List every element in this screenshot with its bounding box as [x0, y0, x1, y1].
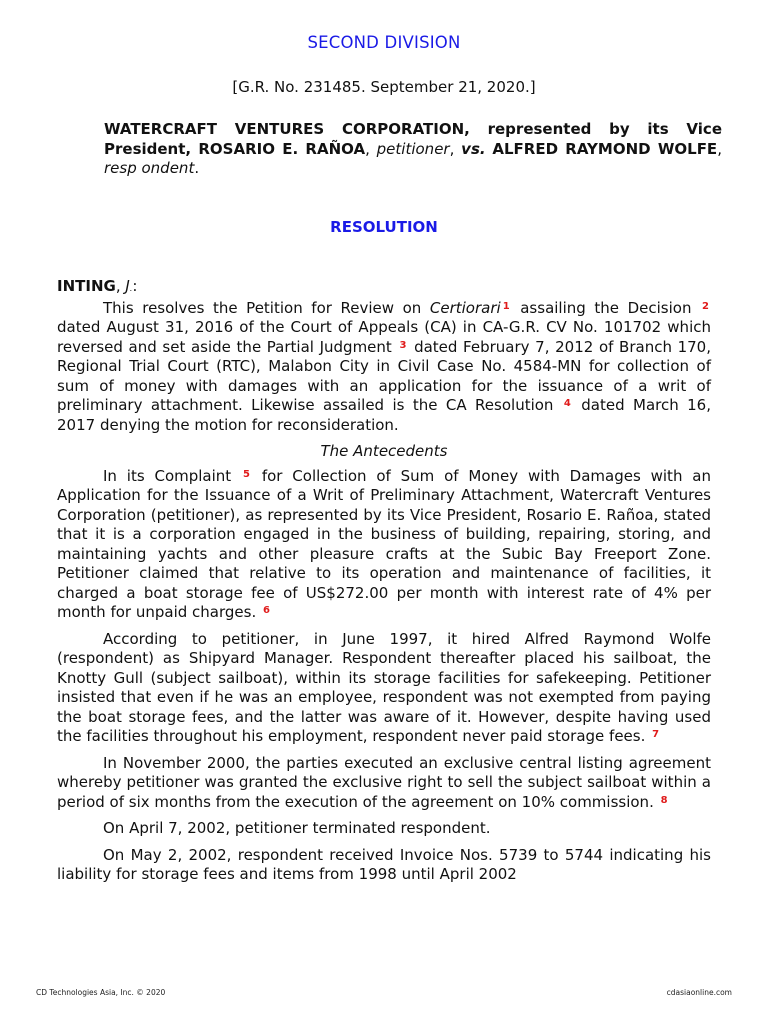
paragraph-4: In November 2000, the parties executed an exclusive central listing agreement whereby petitioner was granted the exclusive right to sell the subject sailboat within a period of six months from the execution of the agreement on 10% commission. $^8$	[57, 753, 711, 811]
footnote-8-link[interactable]: 8	[660, 794, 668, 806]
petitioner-label: petitioner	[376, 139, 450, 158]
footnote-2-link[interactable]: 2	[702, 300, 710, 312]
paragraph-6: On May 2, 2002, respondent received Invoice Nos. 5739 to 5744 indicating his liability for storage fees and items from 1998 until April 2002	[57, 845, 711, 883]
paragraph-1: This resolves the Petition for Review on Certiorari $^1$ assailing the Decision $^2$ dated August 31, 2016 of the Court of Appeals (CA) in CA-G.R. CV No. 101702 which reversed and set aside the Partial Judgment $^3$ dated February 7, 2012 of Branch 170, Regional Trial Court (RTC), Malabon City in Civil Case No. 4584-MN for collection of sum of money with damages with an application for the issuance of a writ of preliminary attachment. Likewise assailed is the CA Resolution $^4$ dated March 16, 2017 denying the motion for reconsideration.	[57, 298, 711, 434]
ponente-line: INTING, J.:	[57, 277, 138, 295]
division-heading: SECOND DIVISION	[307, 33, 461, 52]
antecedents-heading: The Antecedents	[320, 442, 448, 460]
footnote-4-link[interactable]: 4	[563, 398, 571, 409]
footer-site: cdasiaonline.com	[666, 988, 732, 997]
respondent-name: ALFRED RAYMOND WOLFE	[492, 139, 718, 158]
gr-number: [G.R. No. 231485. September 21, 2020.]	[232, 78, 536, 96]
resolution-title: RESOLUTION	[330, 218, 438, 236]
document-body	[57, 277, 711, 892]
paragraph-2: In its Complaint $^5$ for Collection of Sum of Money with Damages with an Application for the Issuance of a Writ of Preliminary Attachment, Watercraft Ventures Corporation (petitioner), as represented by its Vice President, Rosario E. Rañoa, stated that it is a corporation engaged in the business of building, repairing, storing, and maintaining yachts and other pleasure crafts at the Subic Bay Freeport Zone. Petitioner claimed that relative to its operation and maintenance of facilities, it charged a boat storage fee of US$272.00 per month with interest rate of 4% per month for unpaid charges. $^6$	[57, 466, 711, 621]
paragraph-5: On April 7, 2002, petitioner terminated respondent.	[103, 819, 491, 837]
certiorari-term: Certiorari	[429, 298, 501, 317]
ponente-name: INTING	[57, 277, 116, 295]
footnote-3-link[interactable]: 3	[399, 339, 407, 351]
footnote-5-link[interactable]: 5	[243, 468, 250, 480]
footer-copyright: CD Technologies Asia, Inc. © 2020	[36, 988, 166, 997]
versus: vs.	[461, 139, 486, 158]
petitioner-name: WATERCRAFT VENTURES CORPORATION, represented by its Vice President, ROSARIO E. RAÑOA	[104, 120, 722, 158]
footnote-7-link[interactable]: 7	[652, 729, 660, 740]
case-caption: WATERCRAFT VENTURES CORPORATION, represented by its Vice President, ROSARIO E. RAÑOA, petitioner, vs. ALFRED RAYMOND WOLFE, resp ondent.	[104, 120, 722, 177]
respondent-label: resp ondent	[104, 159, 195, 177]
footnote-1-link[interactable]: 1	[502, 300, 510, 312]
paragraph-3: According to petitioner, in June 1997, it hired Alfred Raymond Wolfe (respondent) as Shipyard Manager. Respondent thereafter placed his sailboat, the Knotty Gull (subject sailboat), within its storage facilities for safekeeping. Petitioner insisted that even if he was an employee, respondent was not exempted from paying the boat storage fees, and the latter was aware of it. However, despite having used the facilities throughout his employment, respondent never paid storage fees. $^7$	[57, 629, 711, 745]
footnote-6-link[interactable]: 6	[262, 605, 270, 616]
ponente-suffix: J	[125, 277, 130, 295]
